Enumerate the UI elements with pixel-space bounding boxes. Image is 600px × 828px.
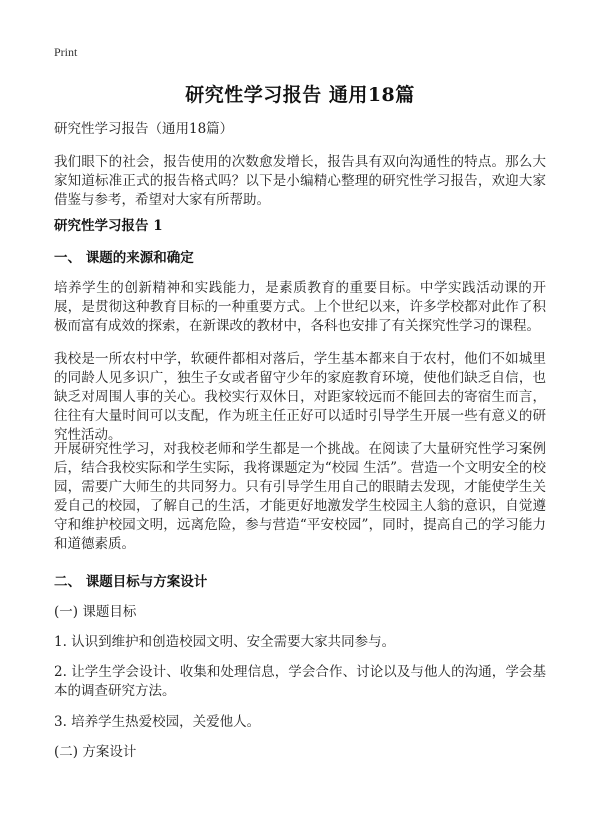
part2-heading: 二、 课题目标与方案设计	[54, 574, 208, 590]
goal-item-1: 1. 认识到维护和创造校园文明、安全需要大家共同参与。	[54, 634, 396, 650]
section-title: 研究性学习报告 1	[54, 218, 163, 234]
part1-heading: 一、 课题的来源和确定	[54, 250, 194, 266]
document-subtitle: 研究性学习报告（通用18篇）	[54, 121, 234, 137]
subheading-plan: (二) 方案设计	[54, 744, 137, 760]
print-link[interactable]: Print	[54, 45, 78, 59]
intro-paragraph: 我们眼下的社会，报告使用的次数愈发增长，报告具有双向沟通性的特点。那么大家知道标准正式的报告格式吗？以下是小编精心整理的研究性学习报告，欢迎大家借鉴与参考，希望对大家有所帮助。	[54, 154, 546, 208]
goal-item-3: 3. 培养学生热爱校园，关爱他人。	[54, 714, 261, 730]
paragraph-2: 我校是一所农村中学，软硬件都相对落后，学生基本都来自于农村，他们不如城里的同龄人见多识广，独生子女或者留守少年的家庭教育环境，使他们缺乏自信，也缺乏对周围人事的关心。我校实行双休日，对距家较远而不能回去的寄宿生而言，往往有大量时间可以支配，作为班主任正好可以适时引导学生开展一些有意义的研究性活动。	[54, 351, 546, 443]
goal-item-2: 2. 让学生学会设计、收集和处理信息，学会合作、讨论以及与他人的沟通，学会基本的调查研究方法。	[54, 664, 546, 699]
document-title: 研究性学习报告 通用18篇	[185, 84, 415, 106]
subheading-goals: (一) 课题目标	[54, 604, 137, 620]
paragraph-1: 培养学生的创新精神和实践能力，是素质教育的重要目标。中学实践活动课的开展，是贯彻这种教育目标的一种重要方式。上个世纪以来，许多学校都对此作了积极而富有成效的探索，在新课改的教材中，各科也安排了有关探究性学习的课程。	[54, 280, 546, 334]
paragraph-3: 开展研究性学习，对我校老师和学生都是一个挑战。在阅读了大量研究性学习案例后，结合我校实际和学生实际，我将课题定为“校园 生活”。营造一个文明安全的校园，需要广大师生的共同努力。只有引导学生用自己的眼睛去发现，才能使学生关爱自己的校园，了解自己的生活，才能更好地激发学生校园主人翁的意识，自觉遵守和维护校园文明，远离危险，参与营造“平安校园”，同时，提高自己的学习能力和道德素质。	[54, 441, 546, 552]
